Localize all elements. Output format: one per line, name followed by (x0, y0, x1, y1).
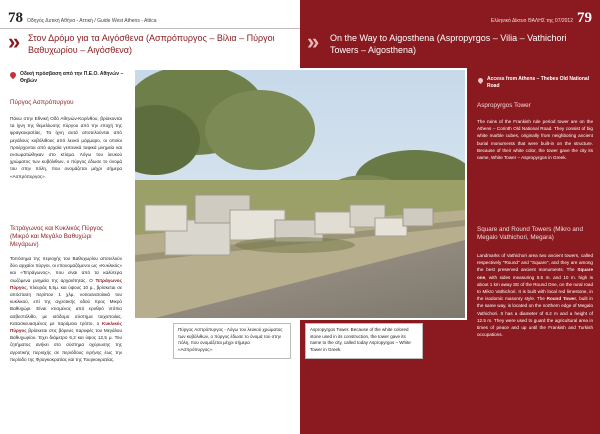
left-round-tower-highlight: Κυκλικός Πύργος (10, 320, 122, 334)
left-photo-caption: Πύργος Ασπρόπυργος - Λόγω του λευκού χρώματος των κυβόλιθων, ο πύργος έδωσε το όνομά του στην πόλη, που ονομάζεται μέχρι σήμερα «Ασπρόπυργος». (173, 323, 291, 359)
left-section2-text (10, 255, 122, 363)
right-running-title: Ελληνικό Δίκτυο ΘΑΛΗΣ της 07/2012 (490, 18, 573, 24)
right-photo-caption: Aspropyrgos Tower. Because of the white colored stone used in its construction, the tower gave its name to the city, called today Aspropyrgos – White Tower in Greek. (305, 323, 423, 359)
double-chevron-icon: » (8, 29, 21, 54)
right-section1-heading: Aspropyrgos Tower (477, 102, 531, 109)
right-section2-text-c: , built in the same way, is located on the northern edge of Megalo Vathichori. It has a diameter of 6.2 m and a height of 12.5 m. They were used to guard the agricultural area in times of peace and up until the Frankish and Turkish occupations. (477, 296, 593, 338)
left-section1-text: Πάνω στην Εθνική Οδό Αθηνών-Κορίνθου, βρίσκονται τα ίχνη της θεμελίωσης πύργου από την εποχή της φραγκοκρατίας. Τα ίχνη αυτά αποτελούνται από μεγάλους κυβόλιθους από λευκό μάρμαρο, οι οποίοι προέρχονται από αρχαία γειτονικά ταφικά μνημεία και ενσωματώθηκαν στο κτίσμα. Λόγω του λευκού χρώματος των κυβόλιθων, ο πύργος έδωσε το όνομά του στην πόλη, που ονομάζεται μέχρι σήμερα «Ασπρόπυργος». (10, 116, 122, 179)
right-square-tower-highlight: Square one (477, 267, 593, 280)
right-round-tower-highlight: Round Tower (546, 296, 577, 302)
left-square-tower-highlight: Τετράγωνος Πύργος (10, 277, 122, 290)
left-section1-heading: Πύργος Ασπρόπυργου (10, 99, 74, 106)
right-access-note: Access from Athens – Thebes Old National Road (487, 76, 590, 89)
left-section2-heading: Τετράγωνος και Κυκλικός Πύργος (Μικρό και Μεγάλο Βαθυχώρι Μεγάρων) (10, 225, 103, 248)
header-rule (0, 28, 300, 29)
left-section2-text-b: , πλευράς 5,5μ. και ύψους 10 μ., βρίσκεται σε απόσταση περίπου 1 χλμ. νοτιοανατολικά του κυκλικού, επί της αγροτικής οδού προς Μικρό Βαθυχώρι. Είναι κτισμένος από ερυθρό ντόπιο ασβεστόλιθο, με ισόδομο σύστημα τοιχοποιίας. Κατασκευασμένος με παρόμοιο τρόπο, ο (10, 284, 122, 326)
right-section2-text-b: , with sides measuring 5.5 m. and 10 m. high is about 1 km away SE of the Round One, on the rural road to Mikro Vathichori. It is built with local red limestone, in the isodomic masonry style. The (477, 274, 593, 302)
left-page-header (8, 10, 157, 27)
left-running-title: Οδηγός Δυτική Αθήνα - Αττική / Guide West Athens - Attica (27, 18, 157, 24)
right-page-number: 79 (577, 10, 592, 26)
right-section2-heading: Square and Round Towers (Mikro and Megalo Vathichori, Megara) (477, 226, 583, 241)
double-chevron-icon: » (307, 29, 320, 54)
right-section2-text (477, 252, 593, 338)
left-page-title: Στον Δρόμο για τα Αιγόσθενα (Ασπρόπυργος – Βίλια – Πύργοι Βαθυχωρίου – Αιγόσθενα) (28, 33, 275, 55)
right-section1-text: The ruins of the Frankish rule period tower are on the Athens – Corinth Old National Road. They consist of big white marble cubes, originally from neighboring ancient burial monuments that were built-in on the structure. Because of their white color, the tower gave the city its name, White Tower – Aspropyrgos in Greek. (477, 119, 593, 161)
left-access-note: Οδική πρόσβαση από την Π.Ε.Ο. Αθηνών – Θηβών (20, 71, 124, 84)
right-page-header (491, 10, 592, 27)
left-section2-text-c: βρίσκεται στις βόρειες παρυφές του Μεγάλου Βαθυχωρίου. Έχει διάμετρο 6,2 και ύψος 12,5 μ. Του ζητήματος ανήκει στο σύστημα οχύρωσης της αγροτικής περιοχής σε περιόδους ειρήνης έως την περίοδο της Φραγκοκρατίας και της Τουρκοκρατίας. (10, 328, 123, 362)
tower-ruins-photo (133, 68, 467, 320)
left-section2-text-a: Τοπόσημα της περιοχής του Βαθυχωρίου αποτελούν δύο αρχαίοι πύργοι, οι επονομαζόμενοι ως «Κυκλικός» και «Τετράγωνος», που είναι από τα καλύτερα σωζόμενα μνημεία της αρχαιότητας. Ο (10, 256, 122, 283)
left-page-number: 78 (8, 10, 23, 26)
right-page-title: On the Way to Aigosthena (Aspropyrgos – Vilia – Vathichori Towers – Aigosthena) (330, 33, 567, 55)
right-section2-text-a: Landmarks of Vathichori area two ancient towers, called respectively "Round" and "Square", and they are among the best preserved ancient monuments. The (477, 253, 593, 273)
